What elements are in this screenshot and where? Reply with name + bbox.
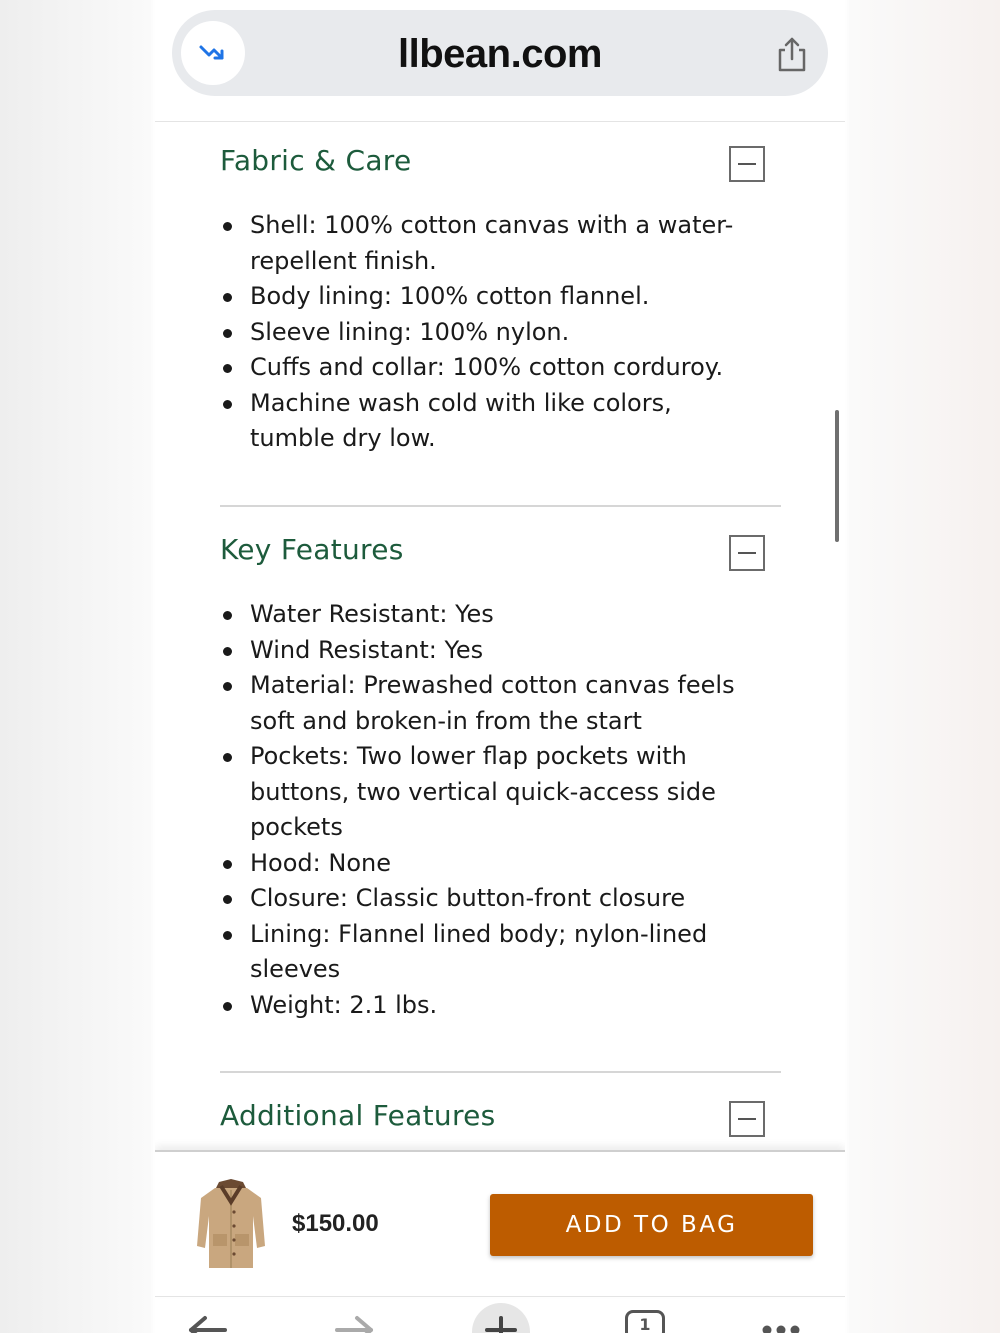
collapse-toggle-button[interactable] [729,1101,765,1137]
scrollbar[interactable] [835,410,839,542]
collapse-toggle-button[interactable] [729,535,765,571]
list-item: Closure: Classic button-front closure [250,881,780,917]
section-additional-features [220,1099,781,1144]
header-divider [155,121,845,122]
bullet-list [250,597,780,1023]
section-key-features [220,533,781,1033]
section-title[interactable]: Fabric & Care [220,144,412,177]
url-text[interactable]: llbean.com [398,32,602,76]
toolbar-divider [155,1296,845,1297]
new-tab-plus-icon[interactable] [469,1300,533,1333]
add-to-bag-button[interactable]: ADD TO BAG [490,1194,813,1256]
minus-icon [738,552,756,554]
list-item: Water Resistant: Yes [250,597,780,633]
section-title[interactable]: Key Features [220,533,404,566]
collapse-toggle-button[interactable] [729,146,765,182]
product-thumbnail[interactable] [191,1176,271,1274]
list-item: Wind Resistant: Yes [250,633,780,669]
back-arrow-icon[interactable] [185,1300,229,1333]
section-divider [220,1071,781,1073]
list-item: Sleeve lining: 100% nylon. [250,315,780,351]
address-bar[interactable] [172,10,828,96]
list-item: Shell: 100% cotton canvas with a water-repellent finish. [250,208,755,279]
section-fabric-care [220,144,781,464]
more-options-icon[interactable] [759,1318,803,1333]
list-item: Material: Prewashed cotton canvas feels soft and broken-in from the start [250,668,780,739]
bullet-list [250,208,780,457]
list-item: Hood: None [250,846,780,882]
browser-viewport [155,0,845,1333]
list-item: Pockets: Two lower flap pockets with buttons, two vertical quick-access side pockets [250,739,750,846]
list-item: Machine wash cold with like colors, tumble dry low. [250,386,710,457]
minus-icon [738,163,756,165]
list-item: Body lining: 100% cotton flannel. [250,279,780,315]
tabs-count-button[interactable] [625,1310,665,1333]
section-divider [220,505,781,507]
list-item: Cuffs and collar: 100% cotton corduroy. [250,350,780,386]
minus-icon [738,1118,756,1120]
section-title[interactable]: Additional Features [220,1099,496,1132]
product-price: $150.00 [292,1210,379,1237]
purchase-bar [155,1150,845,1296]
list-item: Lining: Flannel lined body; nylon-lined sleeves [250,917,750,988]
forward-arrow-icon[interactable] [333,1300,377,1333]
share-icon[interactable] [776,36,808,72]
tab-count: 1 [639,1315,651,1333]
list-item: Weight: 2.1 lbs. [250,988,780,1024]
